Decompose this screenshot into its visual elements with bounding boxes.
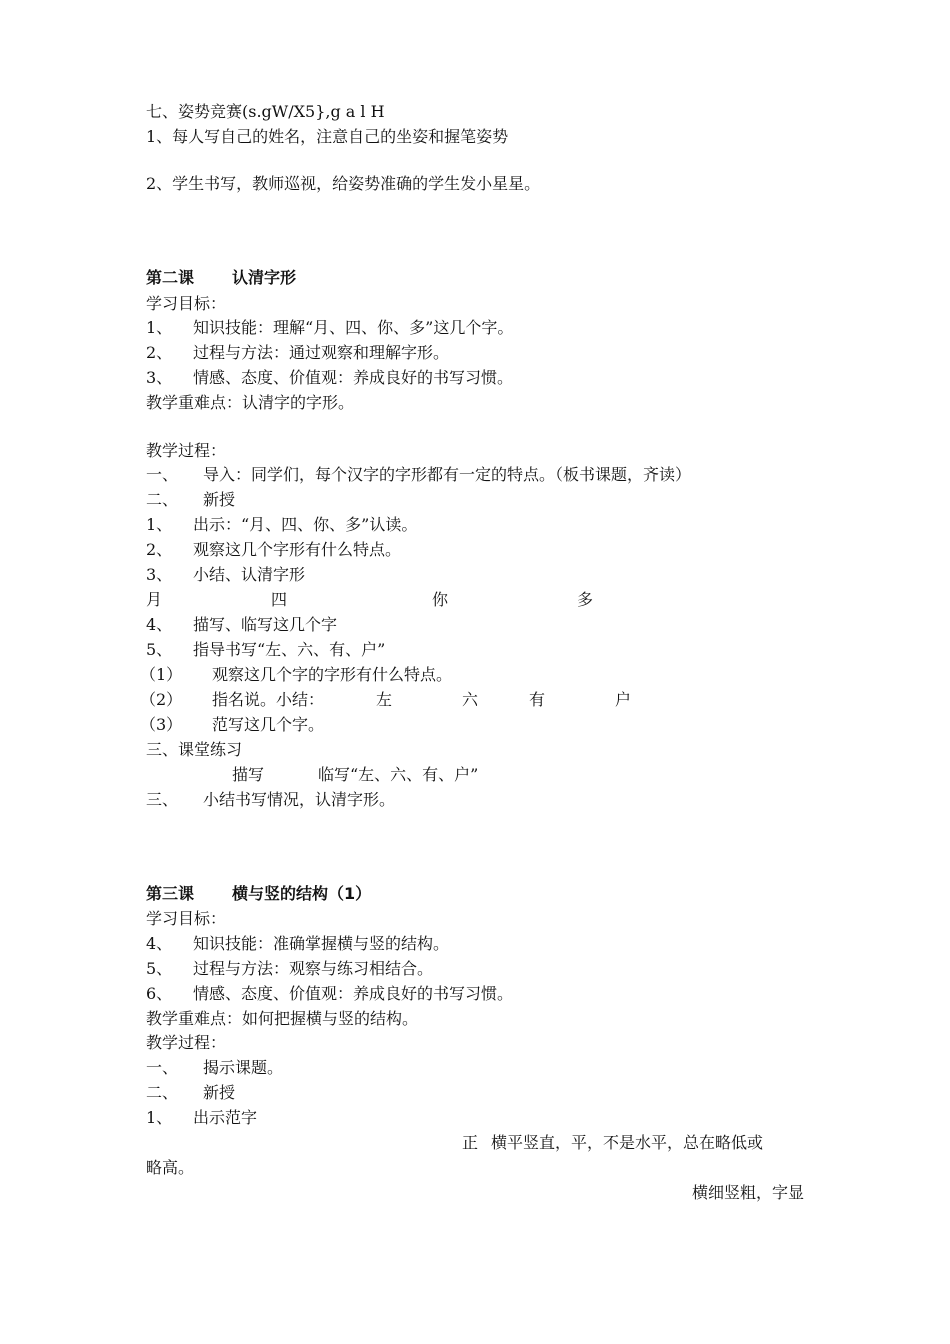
lesson-3-show: 出示范字	[193, 1108, 258, 1127]
practice-trace: 描写	[232, 765, 265, 784]
lesson-3-show-num: 1、	[146, 1108, 173, 1127]
lesson-3-goal-3: 情感、态度、价值观：养成良好的书写习惯。	[193, 984, 514, 1003]
lesson-2-goals-label: 学习目标：	[146, 294, 227, 313]
lesson-2-intro-num: 一、	[146, 465, 179, 484]
lesson-2-step-5-num: 5、	[146, 640, 173, 659]
example-char-1: 月	[146, 590, 163, 609]
example-char-4: 多	[577, 590, 594, 609]
lesson-2-new-num: 二、	[146, 490, 179, 509]
lesson-2-goal-3: 情感、态度、价值观：养成良好的书写习惯。	[193, 368, 514, 387]
sub-step-2-num: （2）	[140, 690, 183, 709]
lesson-3-goal-1: 知识技能：准确掌握横与竖的结构。	[193, 934, 450, 953]
lesson-2-title-number: 第二课	[146, 268, 195, 287]
lesson-2-intro: 导入：同学们，每个汉字的字形都有一定的特点。（板书课题，齐读）	[203, 465, 692, 484]
lesson-2-key-points: 教学重难点：认清字的字形。	[146, 393, 355, 412]
sub-step-3-num: （3）	[140, 715, 183, 734]
lesson-2-step-4-num: 4、	[146, 615, 173, 634]
summary-num: 三、	[146, 790, 179, 809]
lesson-2-new: 新授	[203, 490, 236, 509]
lesson-2-goal-2-num: 2、	[146, 343, 173, 362]
lesson-2-title: 认清字形	[232, 268, 297, 287]
lesson-2-step-3: 小结、认清字形	[193, 565, 306, 584]
lesson-2-goal-3-num: 3、	[146, 368, 173, 387]
lesson-2-step-3-num: 3、	[146, 565, 173, 584]
lesson-2-goal-1: 知识技能：理解“月、四、你、多”这几个字。	[193, 318, 514, 337]
lesson-3-title: 横与竖的结构（1）	[232, 884, 372, 903]
sub-step-2-char-3: 有	[529, 690, 546, 709]
summary: 小结书写情况，认清字形。	[203, 790, 396, 809]
example-description: 横平竖直，平，不是水平，总在略低或	[491, 1133, 764, 1152]
lesson-3-goal-1-num: 4、	[146, 934, 173, 953]
lesson-3-key-points: 教学重难点：如何把握横与竖的结构。	[146, 1009, 419, 1028]
example-char-2: 四	[271, 590, 288, 609]
lesson-3-reveal-num: 一、	[146, 1058, 179, 1077]
example-char-3: 你	[432, 590, 449, 609]
sub-step-1: 观察这几个字的字形有什么特点。	[212, 665, 453, 684]
sub-step-2-char-4: 户	[615, 690, 632, 709]
lesson-3-title-number: 第三课	[146, 884, 195, 903]
lesson-2-step-4: 描写、临写这几个字	[193, 615, 338, 634]
stroke-note: 横细竖粗，字显	[691, 1183, 804, 1202]
competition-step-2: 2、学生书写，教师巡视，给姿势准确的学生发小星星。	[146, 174, 541, 193]
lesson-2-step-1: 出示：“月、四、你、多”认读。	[193, 515, 418, 534]
lesson-3-goal-2: 过程与方法：观察与练习相结合。	[193, 959, 434, 978]
lesson-3-new-num: 二、	[146, 1083, 179, 1102]
lesson-2-goal-2: 过程与方法：通过观察和理解字形。	[193, 343, 450, 362]
lesson-2-step-1-num: 1、	[146, 515, 173, 534]
sub-step-1-num: （1）	[140, 665, 183, 684]
lesson-2-process-label: 教学过程：	[146, 441, 227, 460]
competition-step-1: 1、每人写自己的姓名，注意自己的坐姿和握笔姿势	[146, 127, 509, 146]
example-description-cont: 略高。	[146, 1158, 195, 1177]
sub-step-3: 范写这几个字。	[212, 715, 325, 734]
lesson-3-goal-3-num: 6、	[146, 984, 173, 1003]
lesson-3-process-label: 教学过程：	[146, 1033, 227, 1052]
sub-step-2-char-1: 左	[376, 690, 393, 709]
lesson-3-reveal: 揭示课题。	[203, 1058, 284, 1077]
sub-step-2: 指名说。小结：	[212, 690, 325, 709]
lesson-2-step-2: 观察这几个字形有什么特点。	[193, 540, 402, 559]
lesson-3-new: 新授	[203, 1083, 236, 1102]
lesson-2-step-2-num: 2、	[146, 540, 173, 559]
practice-heading: 三、课堂练习	[146, 740, 243, 759]
practice-copy: 临写“左、六、有、户”	[318, 765, 479, 784]
lesson-3-goal-2-num: 5、	[146, 959, 173, 978]
example-char-zheng: 正	[462, 1133, 479, 1152]
lesson-2-goal-1-num: 1、	[146, 318, 173, 337]
sub-step-2-char-2: 六	[462, 690, 479, 709]
lesson-3-goals-label: 学习目标：	[146, 909, 227, 928]
lesson-2-step-5: 指导书写“左、六、有、户”	[193, 640, 386, 659]
competition-heading: 七、姿势竞赛(s.gW/X5},g a l H	[146, 102, 385, 121]
